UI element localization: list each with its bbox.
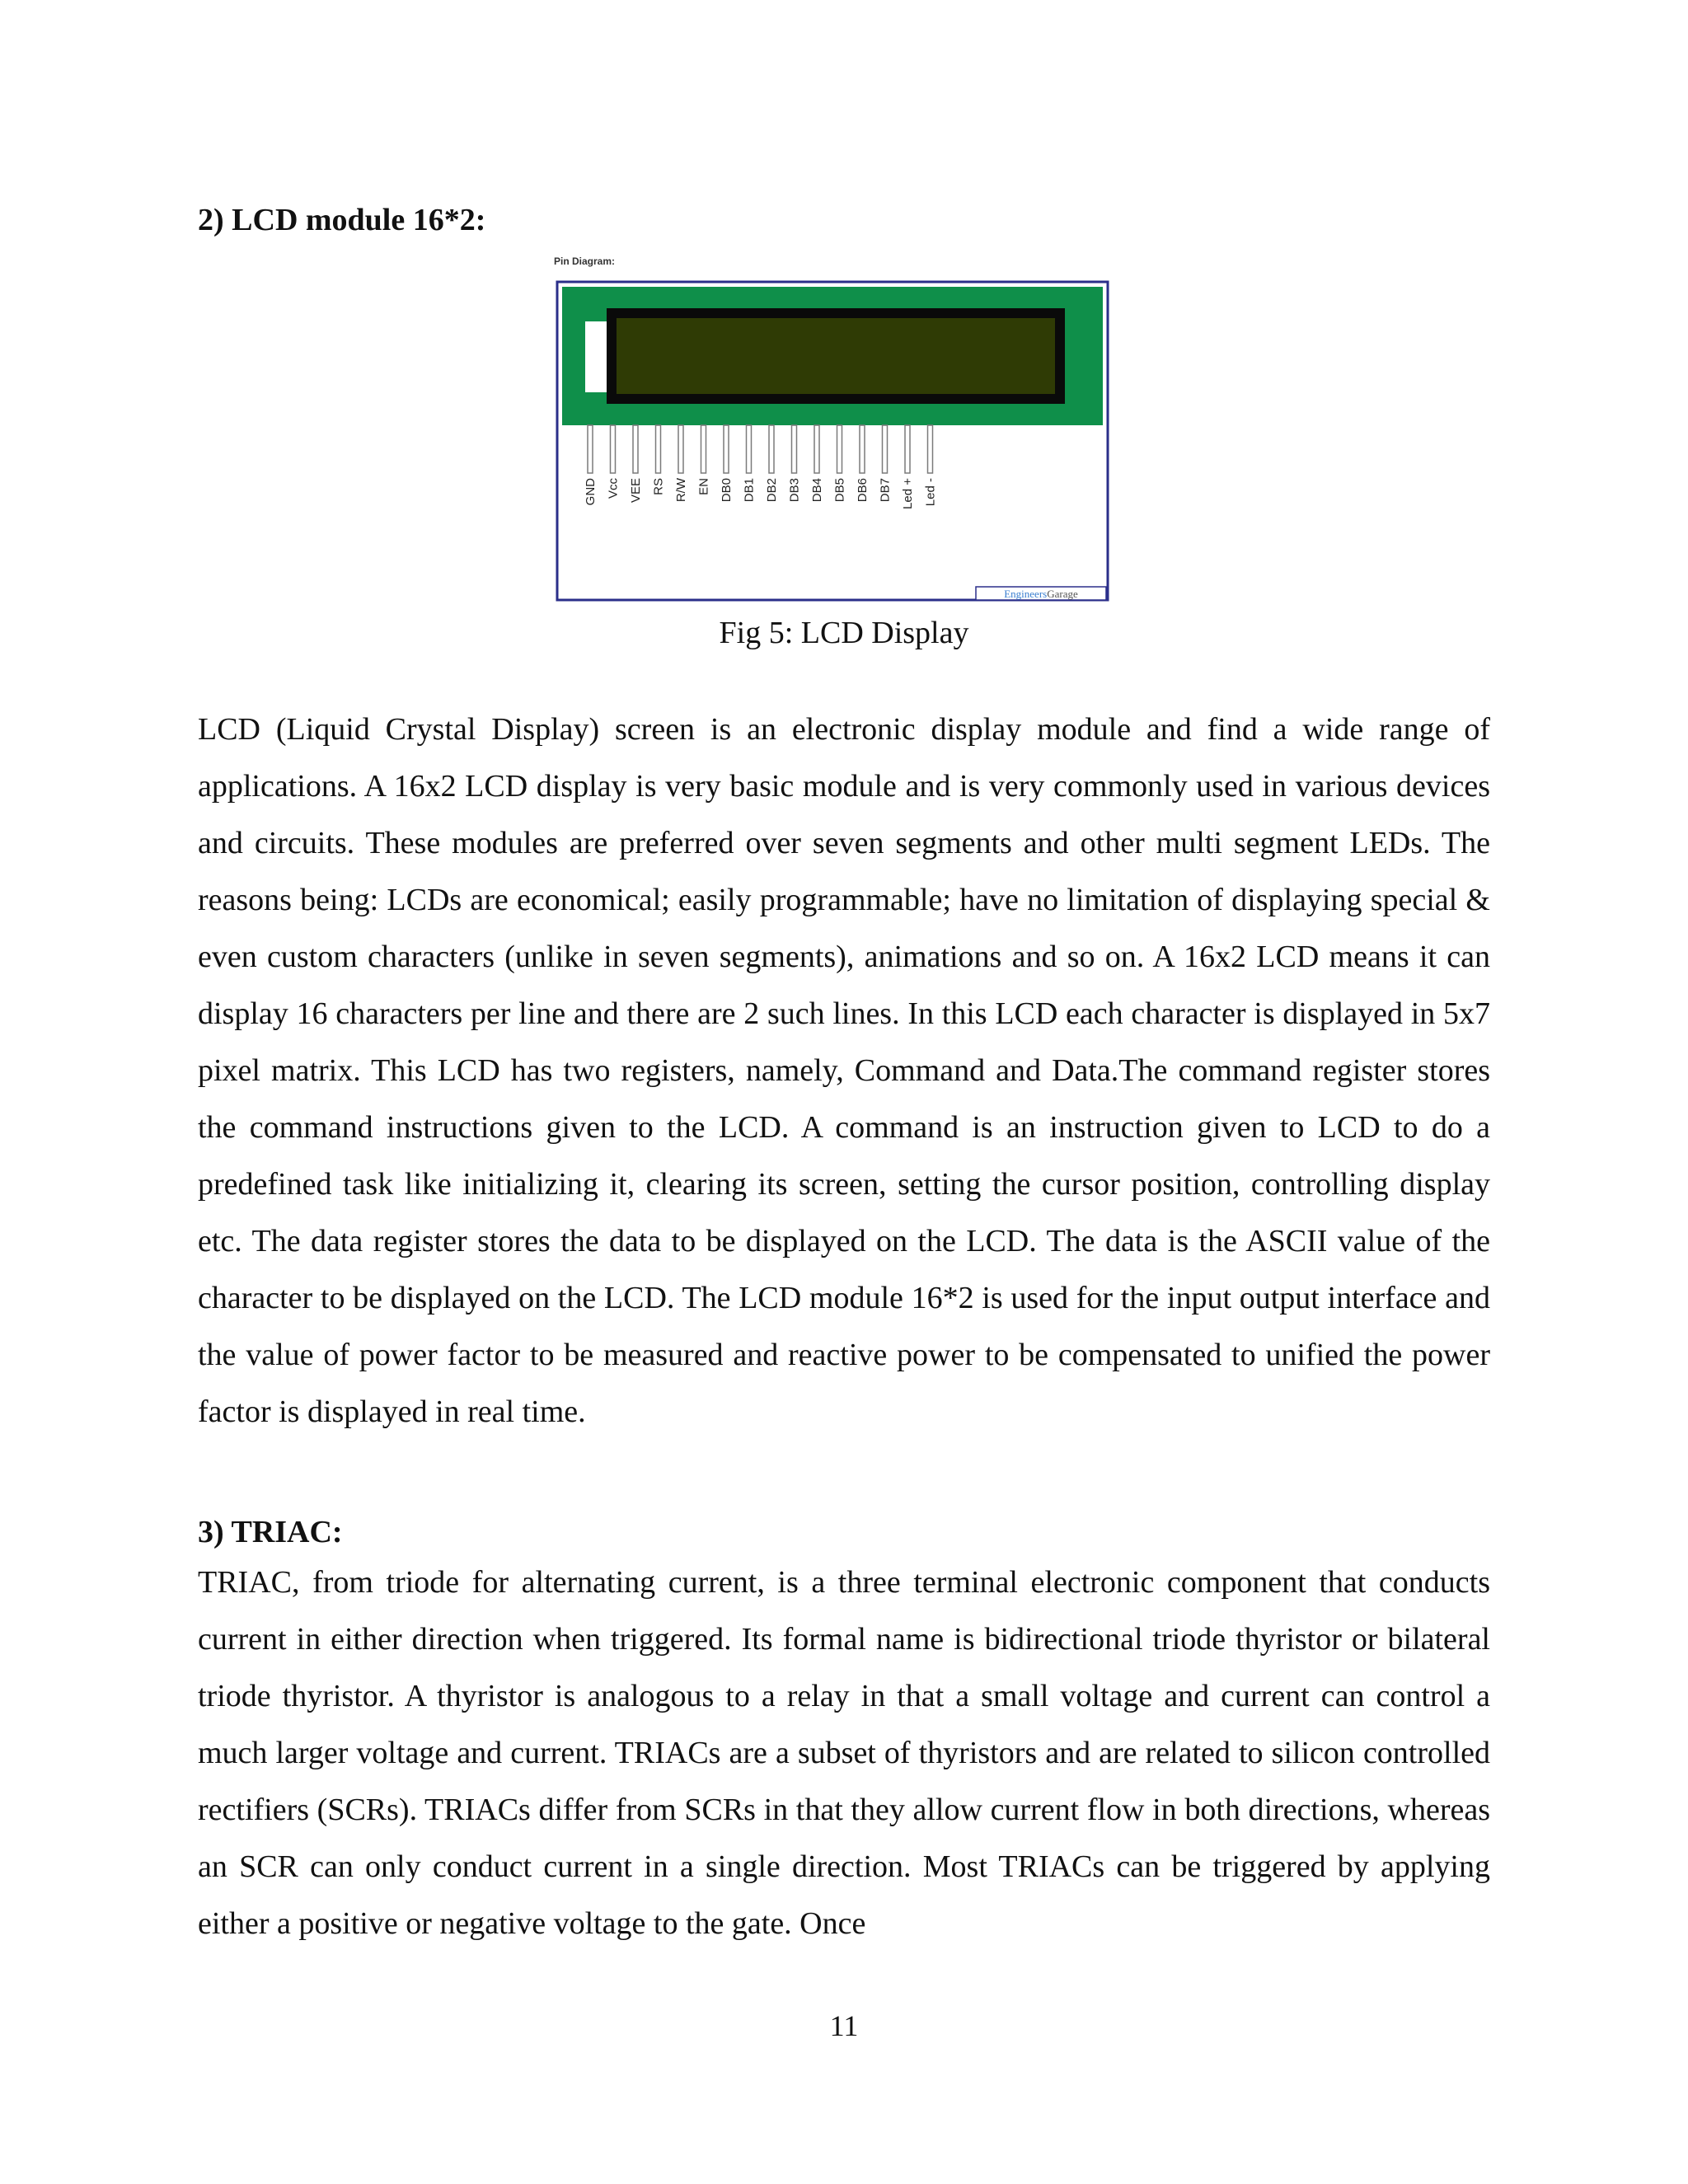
lcd-pin — [724, 425, 729, 473]
lcd-pin — [860, 425, 865, 473]
section-heading-lcd: 2) LCD module 16*2: — [198, 203, 486, 237]
lcd-pin-label: DB0 — [720, 478, 734, 503]
figure-caption: Fig 5: LCD Display — [719, 616, 969, 650]
triac-description-paragraph: TRIAC, from triode for alternating current, is a three terminal electronic component that conducts current in either direction when triggered. Its formal name is bidirectional triode thyristor or bilateral triode thyristor. A thyristor is analogous to a relay in that a small voltage and current can control a much larger voltage and current. TRIACs are a subset of thyristors and are related to silicon controlled rectifiers (SCRs). TRIACs differ from SCRs in that they allow current flow in both directions, whereas an SCR can only conduct current in a single direction. Most TRIACs can be triggered by applying either a positive or negative voltage to the gate. Once — [198, 1565, 1490, 1941]
lcd-description-paragraph: LCD (Liquid Crystal Display) screen is an electronic display module and find a wide range of applications. A 16x2 LCD display is very basic module and is very commonly used in various devices and circuits. These modules are preferred over seven segments and other multi segment LEDs. The reasons being: LCDs are economical; easily programmable; have no limitation of displaying special & even custom characters (unlike in seven segments), animations and so on. A 16x2 LCD means it can display 16 characters per line and there are 2 such lines. In this LCD each character is displayed in 5x7 pixel matrix. This LCD has two registers, namely, Command and Data.The command register stores the command instructions given to the LCD. A command is an instruction given to LCD to do a predefined task like initializing it, clearing its screen, setting the cursor position, controlling display etc. The data register stores the data to be displayed on the LCD. The data is the ASCII value of the character to be displayed on the LCD. The LCD module 16*2 is used for the input output interface and the value of power factor to be measured and reactive power to be compensated to unified the power factor is displayed in real time. — [198, 712, 1490, 1429]
lcd-pin-diagram — [554, 255, 1147, 618]
lcd-pin-diagram-figure — [554, 255, 1147, 618]
lcd-pin — [928, 425, 933, 473]
lcd-pin-label: DB1 — [742, 478, 757, 503]
lcd-pin-label: RS — [651, 478, 666, 495]
lcd-pin-label: DB2 — [765, 478, 779, 503]
lcd-pin — [837, 425, 842, 473]
lcd-pin-label: Vcc — [606, 478, 621, 499]
lcd-pin-label: VEE — [629, 478, 643, 504]
lcd-pin-label: DB4 — [810, 478, 824, 503]
section-heading-triac: 3) TRIAC: — [198, 1515, 343, 1549]
lcd-pin-label: DB3 — [787, 478, 802, 503]
lcd-backlight-tab — [585, 321, 607, 392]
lcd-pin — [792, 425, 797, 473]
lcd-pin — [633, 425, 638, 473]
lcd-pin — [701, 425, 706, 473]
lcd-pin — [883, 425, 888, 473]
lcd-pin-label: EN — [696, 478, 711, 495]
lcd-pin — [905, 425, 910, 473]
lcd-pin — [588, 425, 593, 473]
lcd-pin-label: GND — [584, 478, 598, 506]
lcd-pin — [656, 425, 661, 473]
lcd-pin — [611, 425, 616, 473]
pin-diagram-label: Pin Diagram: — [554, 255, 616, 267]
lcd-pin-label: DB6 — [856, 478, 870, 503]
page-number: 11 — [829, 2009, 859, 2042]
lcd-pin-label: Led + — [901, 478, 915, 509]
lcd-pin — [678, 425, 683, 473]
lcd-pin — [747, 425, 752, 473]
lcd-pin-label: R/W — [674, 478, 688, 503]
lcd-pin-label: Led - — [923, 478, 938, 507]
watermark-logo: EngineersGarage — [1004, 588, 1078, 600]
lcd-pin — [769, 425, 774, 473]
lcd-pin-label: DB5 — [832, 478, 847, 503]
lcd-screen — [617, 318, 1055, 394]
lcd-pin-label: DB7 — [878, 478, 893, 503]
lcd-pin — [814, 425, 819, 473]
